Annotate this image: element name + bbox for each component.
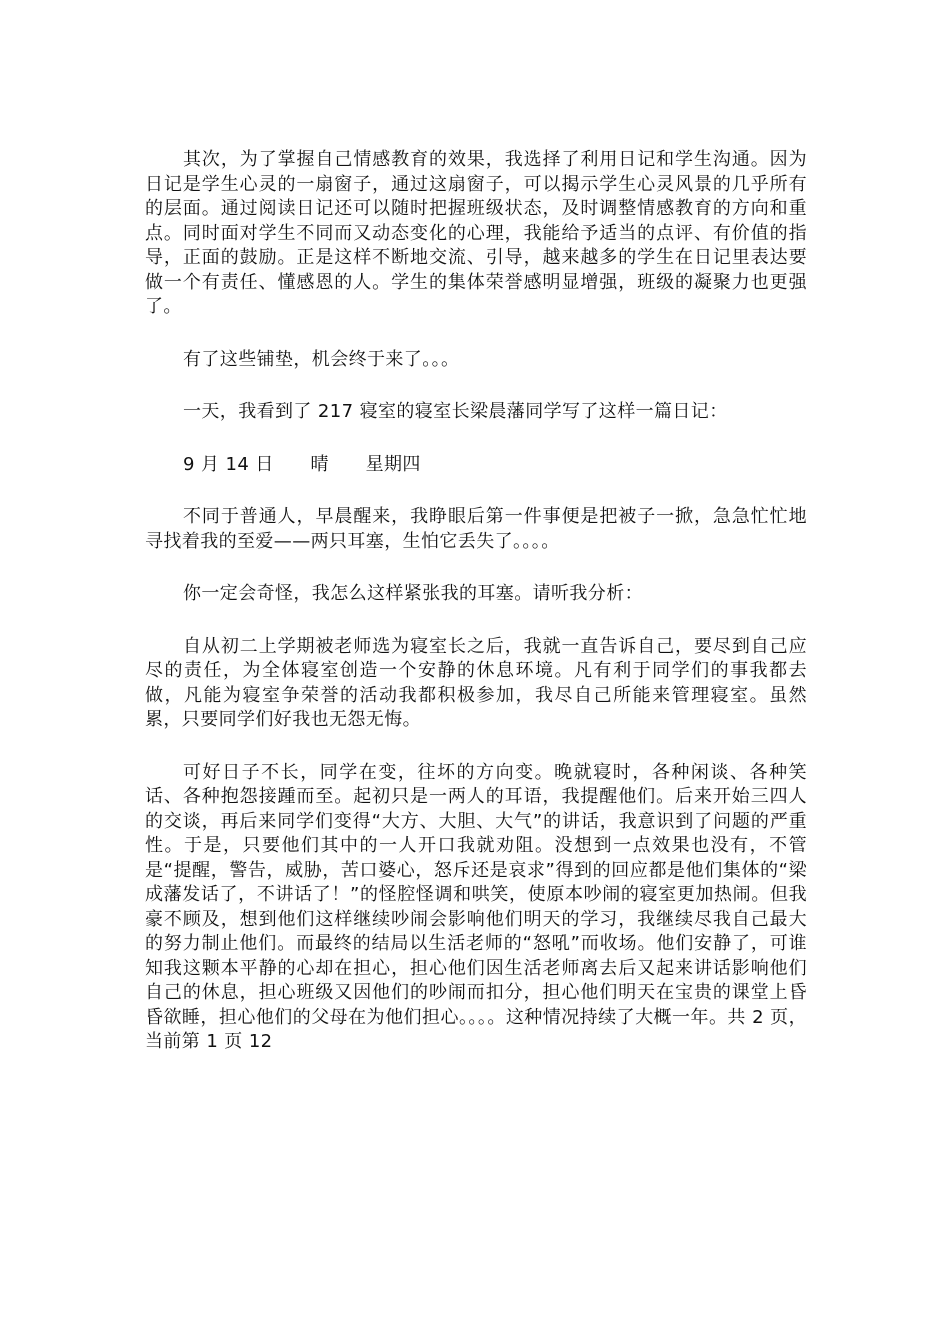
- diary-weekday: 星期四: [365, 453, 421, 475]
- diary-weather: 晴: [310, 453, 329, 475]
- diary-paragraph-earplugs: 不同于普通人，早晨醒来，我睁眼后第一件事便是把被子一掀，急急忙忙地寻找着我的至爱——两只耳塞，生怕它丢失了。。。。: [145, 506, 807, 552]
- diary-date: 9 月 14 日: [183, 453, 274, 475]
- diary-header: [145, 453, 807, 478]
- diary-paragraph-responsibility: 自从初二上学期被老师选为寝室长之后，我就一直告诉自己，要尽到自己应尽的责任，为全体寝室创造一个安静的休息环境。凡有利于同学们的事我都去做，凡能为寝室争荣誉的活动我都积极参加，我尽自己所能来管理寝室。虽然累，只要同学们好我也无怨无悔。: [145, 635, 807, 730]
- paragraph-diary-communication: 其次，为了掌握自己情感教育的效果，我选择了利用日记和学生沟通。因为日记是学生心灵的一扇窗子，通过这扇窗子，可以揭示学生心灵风景的几乎所有的层面。通过阅读日记还可以随时把握班级状态，及时调整情感教育的方向和重点。同时面对学生不同而又动态变化的心理，我能给予适当的点评、有价值的指导，正面的鼓励。正是这样不断地交流、引导，越来越多的学生在日记里表达要做一个有责任、懂感恩的人。学生的集体荣誉感明显增强，班级的凝聚力也更强了。: [145, 149, 807, 317]
- diary-paragraph-dorm-noise: 可好日子不长，同学在变，往坏的方向变。晚就寝时，各种闲谈、各种笑话、各种抱怨接踵而至。起初只是一两人的耳语，我提醒他们。后来开始三四人的交谈，再后来同学们变得“大方、大胆、大气”的讲话，我意识到了问题的严重性。于是，只要他们其中的一人开口我就劝阻。没想到一点效果也没有，不管是“提醒，警告，威胁，苦口婆心，怒斥还是哀求”得到的回应都是他们集体的“梁成藩发话了，不讲话了！”的怪腔怪调和哄笑，使原本吵闹的寝室更加热闹。但我豪不顾及，想到他们这样继续吵闹会影响他们明天的学习，我继续尽我自己最大的努力制止他们。而最终的结局以生活老师的“怒吼”而收场。他们安静了，可谁知我这颗本平静的心却在担心，担心他们因生活老师离去后又起来讲话影响他们自己的休息，担心班级又因他们的吵闹而扣分，担心他们明天在宝贵的课堂上昏昏欲睡，担心他们的父母在为他们担心。。。。这种情况持续了大概一年。共 2 页，当前第 1 页 12: [145, 761, 807, 1052]
- diary-paragraph-question: 你一定会奇怪，我怎么这样紧张我的耳塞。请听我分析：: [183, 583, 643, 604]
- paragraph-opportunity: 有了这些铺垫，机会终于来了。。。: [183, 348, 460, 370]
- document-page: [145, 148, 807, 1083]
- paragraph-diary-intro: 一天，我看到了 217 寝室的寝室长梁晨藩同学写了这样一篇日记：: [183, 401, 728, 422]
